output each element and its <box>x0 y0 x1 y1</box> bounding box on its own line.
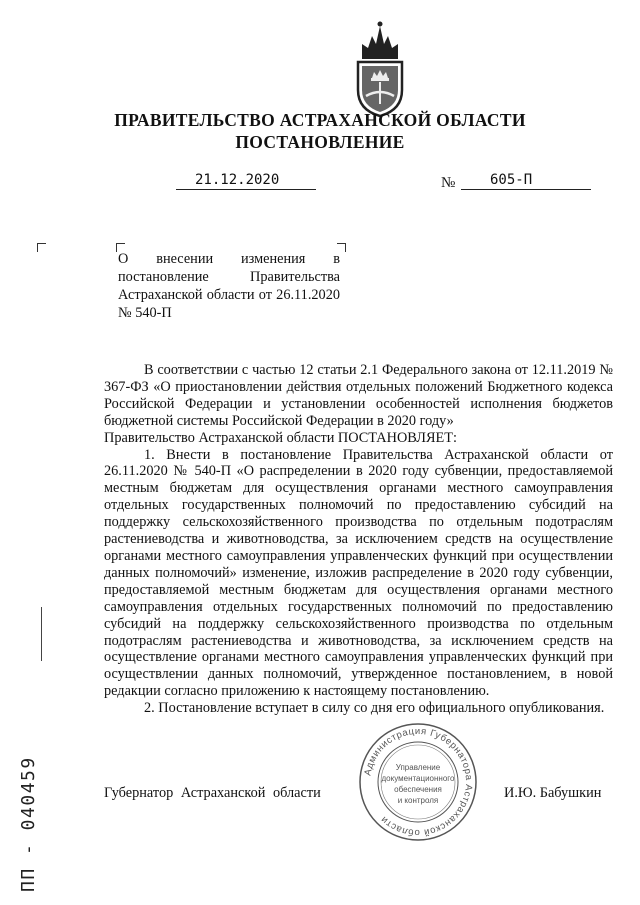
side-serial-code <box>6 724 46 894</box>
stamp-center-line-2: документационного <box>381 774 455 783</box>
astrakhan-coat-of-arms-icon <box>352 18 408 118</box>
side-serial-text: ПП - 040459 <box>18 756 39 892</box>
official-stamp <box>356 720 480 844</box>
body-paragraph-resolves: Правительство Астраханской области ПОСТАНОВЛЯЕТ: <box>104 429 457 446</box>
document-type: ПОСТАНОВЛЕНИЕ <box>235 132 405 152</box>
stamp-center-line-4: и контроля <box>397 796 439 805</box>
signatory-title: Губернатор Астраханской области <box>104 785 321 801</box>
body-paragraph-item-2: 2. Постановление вступает в силу со дня его официального опубликования. <box>144 700 605 717</box>
date-underline <box>176 189 316 190</box>
document-number: 605-П <box>490 172 533 188</box>
number-underline <box>461 189 591 190</box>
corner-mark-left <box>37 243 46 252</box>
number-sign: № <box>441 175 456 191</box>
signatory-name: И.Ю. Бабушкин <box>504 785 602 801</box>
stamp-ring-text: Администрация Губернатора Астраханской области <box>362 725 475 839</box>
document-subject: О внесении изменения в постановление Правительства Астраханской области от 26.11.2020 № 540-П <box>118 251 340 321</box>
body-paragraph-preamble: В соответствии с частью 12 статьи 2.1 Федерального закона от 12.11.2019 № 367-ФЗ «О приостановлении действия отдельных положений Бюджетного кодекса Российской Федерации и установлении особенностей исполнения бюджетов бюджетной системы Российской Федерации в 2020 году» <box>104 362 613 429</box>
body-paragraph-item-1: 1. Внести в постановление Правительства Астраханской области от 26.11.2020 № 540-П «О распределении в 2020 году субвенции, предоставляемой местным бюджетам для осуществления органами местного самоуправления отдельных государственных полномочий по предоставлению субсидий на поддержку сельскохозяйственного производства по отдельным подотраслям растениеводства и животноводства, за исключением средств на осуществление органами местного самоуправления управленческих функций при осуществлении данных полномочий» изменение, изложив распределение в 2020 году субвенции, предоставляемой местным бюджетам для осуществления органами местного самоуправления отдельных государственных полномочий по предоставлению субсидий на поддержку сельскохозяйственного производства по отдельным подотраслям растениеводства и животноводства, за исключением средств на осуществление органами местного самоуправления управленческих функций при осуществлении данных полномочий, утвержденное постановлением, в новой редакции согласно приложению к настоящему постановлению. <box>104 446 613 700</box>
stamp-center-line-3: обеспечения <box>394 785 442 794</box>
stamp-center-line-1: Управление <box>395 763 441 772</box>
organization-name: ПРАВИТЕЛЬСТВО АСТРАХАНСКОЙ ОБЛАСТИ <box>114 110 526 130</box>
document-body <box>104 362 613 717</box>
document-date: 21.12.2020 <box>195 172 280 188</box>
margin-mark <box>41 607 42 661</box>
